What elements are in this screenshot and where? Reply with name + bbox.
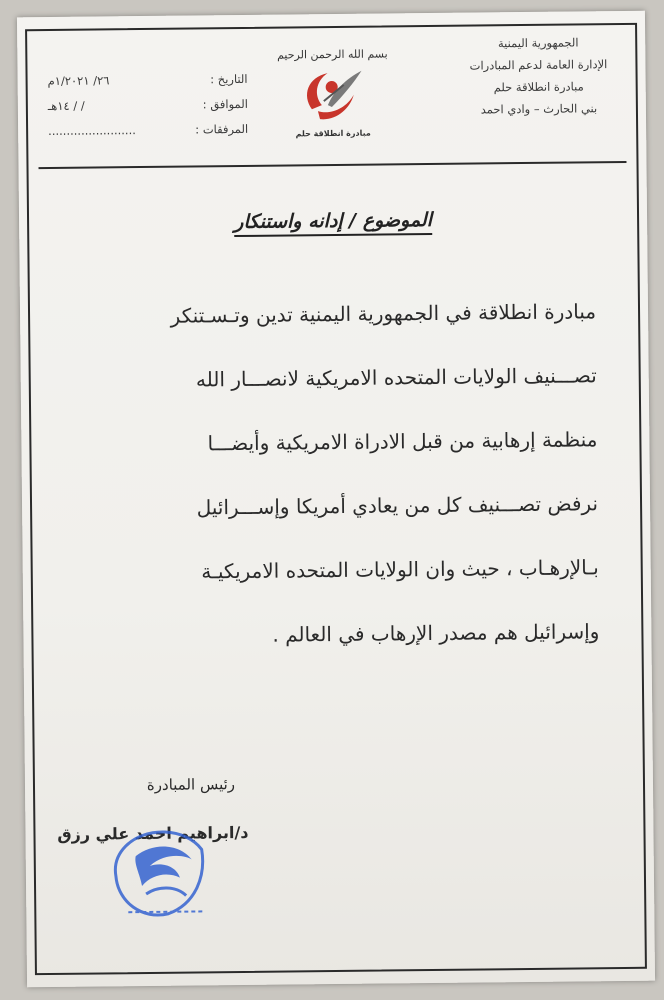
letterhead-line: الإدارة العامة لدعم المبادرات <box>469 57 608 73</box>
date-row <box>47 67 247 94</box>
body-line: تصـــنيف الولايات المتحده الامريكية لانصـــار الله <box>195 363 597 392</box>
body-line: مبادرة انطلاقة في الجمهورية اليمنية تدين وتـسـتنكر <box>170 299 597 328</box>
hijri-value: / / ١٤هـ <box>47 98 85 113</box>
date-label: التاريخ : <box>210 71 248 87</box>
attachments-label: المرفقات : <box>195 121 249 137</box>
letterhead-right <box>453 31 624 121</box>
initiative-logo-icon <box>297 65 368 128</box>
logo-caption: مبادرة انطلاقة حلم <box>295 128 371 139</box>
signature-title: رئيس المبادرة <box>146 775 236 794</box>
letterhead-center <box>267 47 398 138</box>
body-line: بـالإرهـاب ، حيث وان الولايات المتحده الامريكيـة <box>201 555 599 584</box>
letterhead-left <box>47 67 248 144</box>
basmala: بسم الله الرحمن الرحيم <box>276 47 388 62</box>
signature-name: د/ابراهيم احمد علي رزق <box>57 822 249 844</box>
letterhead-line: الجمهورية اليمنية <box>497 35 579 51</box>
document-page <box>17 11 655 988</box>
letterhead-line: بني الحارث – وادي احمد <box>480 101 598 117</box>
body-line: وإسرائيل هم مصدر الإرهاب في العالم . <box>272 619 600 647</box>
attachments-row <box>48 117 248 144</box>
body-line: منظمة إرهابية من قبل الادراة الامريكية وأيضـــا <box>207 427 598 456</box>
letterhead-line: مبادرة انطلاقة حلم <box>493 79 584 95</box>
subject-text: الموضوع / إدانه واستنكار <box>234 209 432 237</box>
letter-body <box>86 279 600 668</box>
stamp-icon <box>105 815 216 926</box>
attachments-value: ........................ <box>48 123 136 138</box>
body-line: نرفض تصـــنيف كل من يعادي أمريكا وإســـرائيل <box>196 491 599 520</box>
hijri-label: الموافق : <box>202 96 248 112</box>
date-value: ٢٦/ ١/٢٠٢١م <box>47 73 110 88</box>
hijri-row <box>48 92 248 119</box>
